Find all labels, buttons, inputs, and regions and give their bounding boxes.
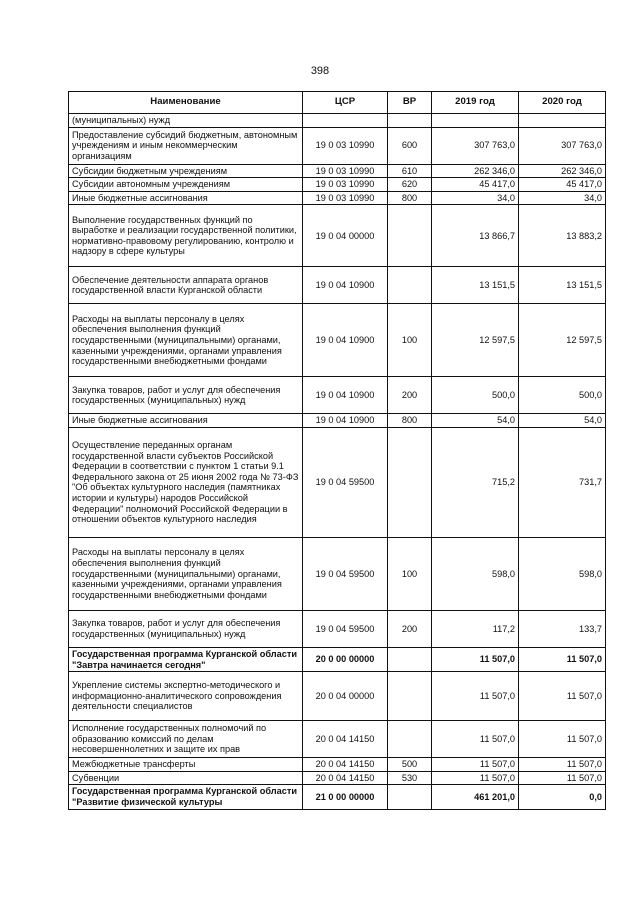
- row-2019-cell: 461 201,0: [432, 785, 519, 809]
- table-row: [69, 178, 606, 192]
- row-name-cell: Субсидии автономным учреждениям: [69, 178, 303, 192]
- row-2019-cell: 11 507,0: [432, 771, 519, 785]
- row-vr-cell: [388, 785, 432, 809]
- row-name-cell: Закупка товаров, работ и услуг для обеспечения государственных (муниципальных) нужд: [69, 377, 303, 414]
- row-csr-cell: 19 0 04 59500: [303, 537, 388, 610]
- row-csr-cell: 19 0 04 59500: [303, 610, 388, 647]
- table-row: [69, 304, 606, 377]
- header-csr: ЦСР: [303, 92, 388, 114]
- row-name-cell: Предоставление субсидий бюджетным, автономным учреждениям и иным некоммерческим организациям: [69, 127, 303, 164]
- budget-table: [68, 91, 606, 810]
- row-csr-cell: [303, 114, 388, 128]
- row-name-cell: Выполнение государственных функций по выработке и реализации государственной политики, нормативно-правовому регулированию, контролю и надзору в сфере культуры: [69, 205, 303, 267]
- row-csr-cell: 20 0 04 14150: [303, 758, 388, 772]
- row-2020-cell: 11 507,0: [519, 672, 606, 721]
- row-2020-cell: 13 883,2: [519, 205, 606, 267]
- row-name-cell: Укрепление системы экспертно-методического и информационно-аналитического сопровождения деятельности специалистов: [69, 672, 303, 721]
- row-csr-cell: 19 0 04 10900: [303, 267, 388, 304]
- table-row: [69, 758, 606, 772]
- row-2019-cell: 13 151,5: [432, 267, 519, 304]
- table-row: [69, 537, 606, 610]
- row-2019-cell: 45 417,0: [432, 178, 519, 192]
- row-name-cell: Исполнение государственных полномочий по образованию комиссий по делам несовершеннолетних и защите их прав: [69, 721, 303, 758]
- header-name: Наименование: [69, 92, 303, 114]
- row-2020-cell: 12 597,5: [519, 304, 606, 377]
- row-2020-cell: 34,0: [519, 191, 606, 205]
- row-vr-cell: 800: [388, 414, 432, 428]
- row-2020-cell: 45 417,0: [519, 178, 606, 192]
- row-2019-cell: 262 346,0: [432, 164, 519, 178]
- row-name-cell: Межбюджетные трансферты: [69, 758, 303, 772]
- row-csr-cell: 19 0 03 10990: [303, 178, 388, 192]
- row-csr-cell: 19 0 04 10900: [303, 414, 388, 428]
- row-2019-cell: 54,0: [432, 414, 519, 428]
- header-2020: 2020 год: [519, 92, 606, 114]
- row-2019-cell: 11 507,0: [432, 672, 519, 721]
- row-vr-cell: 620: [388, 178, 432, 192]
- row-2020-cell: 307 763,0: [519, 127, 606, 164]
- table-row: [69, 205, 606, 267]
- row-csr-cell: 19 0 04 00000: [303, 205, 388, 267]
- table-header-row: [69, 92, 606, 114]
- row-csr-cell: 20 0 04 14150: [303, 771, 388, 785]
- row-csr-cell: 19 0 04 10900: [303, 377, 388, 414]
- row-csr-cell: 19 0 04 10900: [303, 304, 388, 377]
- row-csr-cell: 19 0 04 59500: [303, 427, 388, 537]
- table-row: [69, 721, 606, 758]
- row-csr-cell: 19 0 03 10990: [303, 164, 388, 178]
- row-vr-cell: [388, 721, 432, 758]
- row-2019-cell: 13 866,7: [432, 205, 519, 267]
- row-csr-cell: 20 0 04 14150: [303, 721, 388, 758]
- row-2019-cell: 307 763,0: [432, 127, 519, 164]
- row-vr-cell: 610: [388, 164, 432, 178]
- row-2020-cell: 54,0: [519, 414, 606, 428]
- row-2019-cell: 598,0: [432, 537, 519, 610]
- table-row: [69, 164, 606, 178]
- row-name-cell: Закупка товаров, работ и услуг для обеспечения государственных (муниципальных) нужд: [69, 610, 303, 647]
- row-2019-cell: 12 597,5: [432, 304, 519, 377]
- row-2020-cell: 731,7: [519, 427, 606, 537]
- row-2019-cell: 117,2: [432, 610, 519, 647]
- row-2020-cell: 0,0: [519, 785, 606, 809]
- table-row: [69, 127, 606, 164]
- row-name-cell: Государственная программа Курганской области "Завтра начинается сегодня": [69, 647, 303, 671]
- row-vr-cell: [388, 672, 432, 721]
- row-csr-cell: 20 0 04 00000: [303, 672, 388, 721]
- row-name-cell: Расходы на выплаты персоналу в целях обеспечения выполнения функций государственными (муниципальными) органами, казенными учреждениями, органами управления государственными внебюджетными фондами: [69, 304, 303, 377]
- row-name-cell: (муниципальных) нужд: [69, 114, 303, 128]
- table-row: [69, 771, 606, 785]
- row-vr-cell: 800: [388, 191, 432, 205]
- table-row: [69, 377, 606, 414]
- row-name-cell: Расходы на выплаты персоналу в целях обеспечения выполнения функций государственными (муниципальными) органами, казенными учреждениями, органами управления государственными внебюджетными фондами: [69, 537, 303, 610]
- row-2019-cell: 500,0: [432, 377, 519, 414]
- row-csr-cell: 19 0 03 10990: [303, 191, 388, 205]
- row-name-cell: Иные бюджетные ассигнования: [69, 191, 303, 205]
- row-2020-cell: 11 507,0: [519, 771, 606, 785]
- table-row: [69, 114, 606, 128]
- row-vr-cell: [388, 205, 432, 267]
- table-row: [69, 647, 606, 671]
- row-name-cell: Иные бюджетные ассигнования: [69, 414, 303, 428]
- row-vr-cell: 200: [388, 610, 432, 647]
- row-2019-cell: 11 507,0: [432, 758, 519, 772]
- row-2019-cell: 715,2: [432, 427, 519, 537]
- row-vr-cell: [388, 427, 432, 537]
- row-csr-cell: 19 0 03 10990: [303, 127, 388, 164]
- header-vr: ВР: [388, 92, 432, 114]
- row-2020-cell: 598,0: [519, 537, 606, 610]
- page-number: 398: [310, 65, 330, 77]
- row-csr-cell: 20 0 00 00000: [303, 647, 388, 671]
- row-2020-cell: 500,0: [519, 377, 606, 414]
- row-2019-cell: 11 507,0: [432, 721, 519, 758]
- header-2019: 2019 год: [432, 92, 519, 114]
- row-csr-cell: 21 0 00 00000: [303, 785, 388, 809]
- row-2019-cell: [432, 114, 519, 128]
- row-name-cell: Субсидии бюджетным учреждениям: [69, 164, 303, 178]
- row-vr-cell: [388, 114, 432, 128]
- row-vr-cell: [388, 267, 432, 304]
- row-vr-cell: 200: [388, 377, 432, 414]
- row-2020-cell: 11 507,0: [519, 721, 606, 758]
- row-2020-cell: 262 346,0: [519, 164, 606, 178]
- table-row: [69, 427, 606, 537]
- row-2020-cell: 13 151,5: [519, 267, 606, 304]
- table-row: [69, 610, 606, 647]
- table-row: [69, 191, 606, 205]
- table-row: [69, 785, 606, 809]
- row-2020-cell: 11 507,0: [519, 647, 606, 671]
- row-name-cell: Обеспечение деятельности аппарата органов государственной власти Курганской области: [69, 267, 303, 304]
- row-vr-cell: 100: [388, 304, 432, 377]
- table-row: [69, 414, 606, 428]
- row-vr-cell: [388, 647, 432, 671]
- row-vr-cell: 500: [388, 758, 432, 772]
- row-2019-cell: 34,0: [432, 191, 519, 205]
- table-row: [69, 672, 606, 721]
- row-vr-cell: 100: [388, 537, 432, 610]
- row-2019-cell: 11 507,0: [432, 647, 519, 671]
- row-2020-cell: 133,7: [519, 610, 606, 647]
- row-2020-cell: 11 507,0: [519, 758, 606, 772]
- row-name-cell: Осуществление переданных органам государственной власти субъектов Российской Федерации в соответствии с пунктом 1 статьи 9.1 Федерального закона от 25 июня 2002 года № 73-ФЗ "Об объектах культурного наследия (памятниках истории и культуры) народов Российской Федерации" полномочий Российской Федерации в отношении объектов культурного наследия: [69, 427, 303, 537]
- row-2020-cell: [519, 114, 606, 128]
- row-vr-cell: 530: [388, 771, 432, 785]
- row-name-cell: Субвенции: [69, 771, 303, 785]
- table-row: [69, 267, 606, 304]
- row-vr-cell: 600: [388, 127, 432, 164]
- row-name-cell: Государственная программа Курганской области "Развитие физической культуры: [69, 785, 303, 809]
